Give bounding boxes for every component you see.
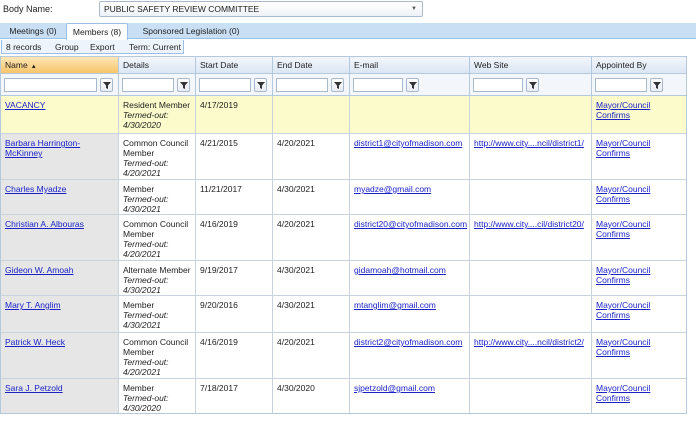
cell-end-date: 4/20/2021 xyxy=(273,134,350,179)
cell-start-date: 7/18/2017 xyxy=(196,379,273,414)
cell-website xyxy=(470,215,592,260)
cell-start-date: 4/16/2019 xyxy=(196,333,273,378)
column-header-start-date[interactable] xyxy=(196,57,273,74)
appointed-by-link[interactable]: Mayor/Council Confirms xyxy=(596,337,651,357)
filter-icon[interactable] xyxy=(331,78,344,92)
cell-appointed-by xyxy=(592,180,687,214)
details-text: Alternate Member xyxy=(123,265,191,275)
cell-details xyxy=(119,333,196,378)
details-text: Resident Member xyxy=(123,100,191,110)
column-header-label: Name xyxy=(5,60,28,70)
body-name-label: Body Name: xyxy=(3,4,53,14)
cell-email xyxy=(350,180,470,214)
tab-bar xyxy=(0,23,696,39)
cell-name xyxy=(1,134,119,179)
table-row[interactable] xyxy=(1,215,687,261)
tab-label: Sponsored Legislation (0) xyxy=(142,26,240,36)
column-header-label: Details xyxy=(123,60,149,70)
cell-email xyxy=(350,261,470,295)
tab-meetings[interactable] xyxy=(2,23,64,39)
cell-website xyxy=(470,379,592,414)
filter-input-start-date[interactable] xyxy=(199,78,251,92)
tab-sponsored-legislation[interactable] xyxy=(131,23,251,39)
grid-toolbar xyxy=(1,40,184,54)
termed-out-text: Termed-out: 4/30/2021 xyxy=(123,310,169,330)
member-name-link[interactable]: Sara J. Petzold xyxy=(5,383,63,393)
cell-email xyxy=(350,296,470,332)
termed-out-text: Termed-out: 4/20/2021 xyxy=(123,239,169,259)
cell-details xyxy=(119,296,196,332)
cell-website xyxy=(470,180,592,214)
column-header-end-date[interactable] xyxy=(273,57,350,74)
details-text: Member xyxy=(123,383,155,393)
cell-appointed-by xyxy=(592,96,687,133)
cell-end-date: 4/30/2021 xyxy=(273,261,350,295)
member-name-link[interactable]: Mary T. Anglim xyxy=(5,300,61,310)
email-link[interactable]: mtanglim@gmail.com xyxy=(354,300,436,310)
filter-icon[interactable] xyxy=(406,78,419,92)
column-header-label: Appointed By xyxy=(596,60,647,70)
cell-email xyxy=(350,215,470,260)
cell-end-date: 4/20/2021 xyxy=(273,215,350,260)
termed-out-text: Termed-out: 4/20/2021 xyxy=(123,357,169,377)
website-link[interactable]: http://www.city....ncil/district2/ xyxy=(474,337,584,347)
cell-details xyxy=(119,96,196,133)
column-header-name[interactable] xyxy=(1,57,119,74)
termed-out-text: Termed-out: 4/30/2021 xyxy=(123,194,169,214)
column-header-label: Web Site xyxy=(474,60,509,70)
appointed-by-link[interactable]: Mayor/Council Confirms xyxy=(596,138,651,158)
filter-input-end-date[interactable] xyxy=(276,78,328,92)
member-name-link[interactable]: Christian A. Albouras xyxy=(5,219,84,229)
termed-out-text: Termed-out: 4/30/2021 xyxy=(123,275,169,295)
column-header-email[interactable] xyxy=(350,57,470,74)
export-button[interactable]: Export xyxy=(90,42,115,52)
cell-end-date: 4/20/2021 xyxy=(273,333,350,378)
termed-out-text: Termed-out: 4/30/2020 xyxy=(123,393,169,413)
email-link[interactable]: district2@cityofmadison.com xyxy=(354,337,463,347)
cell-email xyxy=(350,96,470,133)
email-link[interactable]: gidamoah@hotmail.com xyxy=(354,265,446,275)
filter-input-email[interactable] xyxy=(353,78,403,92)
filter-cell-start-date xyxy=(196,74,273,96)
cell-details xyxy=(119,261,196,295)
body-name-select[interactable] xyxy=(99,1,423,17)
termed-out-text: Termed-out: 4/30/2020 xyxy=(123,110,169,130)
cell-website xyxy=(470,96,592,133)
cell-appointed-by xyxy=(592,134,687,179)
filter-cell-end-date xyxy=(273,74,350,96)
table-row[interactable] xyxy=(1,134,687,180)
details-text: Member xyxy=(123,184,155,194)
cell-details xyxy=(119,379,196,414)
appointed-by-link[interactable]: Mayor/Council Confirms xyxy=(596,300,651,320)
filter-input-details[interactable] xyxy=(122,78,174,92)
details-text: Common Council Member xyxy=(123,219,189,239)
filter-icon[interactable] xyxy=(526,78,539,92)
cell-end-date: 4/30/2020 xyxy=(273,379,350,414)
cell-email xyxy=(350,333,470,378)
filter-input-appointed-by[interactable] xyxy=(595,78,647,92)
appointed-by-link[interactable]: Mayor/Council Confirms xyxy=(596,100,651,120)
filter-cell-email xyxy=(350,74,470,96)
details-text: Common Council Member xyxy=(123,337,189,357)
cell-start-date: 9/19/2017 xyxy=(196,261,273,295)
sort-ascending-icon: ▲ xyxy=(30,64,37,70)
website-link[interactable]: http://www.city....ncil/district1/ xyxy=(474,138,584,148)
cell-appointed-by xyxy=(592,333,687,378)
appointed-by-link[interactable]: Mayor/Council Confirms xyxy=(596,184,651,204)
email-link[interactable]: district20@cityofmadison.com xyxy=(354,219,468,229)
table-row[interactable] xyxy=(1,180,687,215)
filter-icon[interactable] xyxy=(100,78,113,92)
table-row[interactable] xyxy=(1,379,687,414)
filter-icon[interactable] xyxy=(254,78,267,92)
member-name-link[interactable]: Charles Myadze xyxy=(5,184,67,194)
cell-name xyxy=(1,96,119,133)
member-name-link[interactable]: Gideon W. Amoah xyxy=(5,265,74,275)
cell-appointed-by xyxy=(592,215,687,260)
cell-website xyxy=(470,261,592,295)
email-link[interactable]: district1@cityofmadison.com xyxy=(354,138,463,148)
table-row[interactable] xyxy=(1,296,687,333)
cell-details xyxy=(119,180,196,214)
cell-end-date xyxy=(273,96,350,133)
cell-end-date: 4/30/2021 xyxy=(273,296,350,332)
filter-cell-appointed-by xyxy=(592,74,687,96)
table-row[interactable] xyxy=(1,96,687,134)
cell-start-date: 9/20/2016 xyxy=(196,296,273,332)
cell-name xyxy=(1,333,119,378)
cell-end-date: 4/30/2021 xyxy=(273,180,350,214)
table-row[interactable] xyxy=(1,333,687,379)
details-text: Member xyxy=(123,300,155,310)
table-row[interactable] xyxy=(1,261,687,296)
email-link[interactable]: sjpetzold@gmail.com xyxy=(354,383,435,393)
column-header-label: E-mail xyxy=(354,60,379,70)
cell-appointed-by xyxy=(592,296,687,332)
filter-cell-website xyxy=(470,74,592,96)
body-name-row xyxy=(0,0,696,20)
chevron-down-icon: ▼ xyxy=(411,6,417,12)
column-header-label: Start Date xyxy=(200,60,239,70)
cell-details xyxy=(119,134,196,179)
column-header-details[interactable] xyxy=(119,57,196,74)
cell-name xyxy=(1,261,119,295)
appointed-by-link[interactable]: Mayor/Council Confirms xyxy=(596,265,651,285)
filter-cell-name xyxy=(1,74,119,96)
filter-input-website[interactable] xyxy=(473,78,523,92)
details-text: Common Council Member xyxy=(123,138,189,158)
cell-details xyxy=(119,215,196,260)
tab-members[interactable] xyxy=(66,23,128,40)
filter-icon[interactable] xyxy=(650,78,663,92)
email-link[interactable]: myadze@gmail.com xyxy=(354,184,432,194)
tab-label: Meetings (0) xyxy=(9,26,57,36)
cell-start-date: 4/16/2019 xyxy=(196,215,273,260)
column-header-label: End Date xyxy=(277,60,313,70)
cell-website xyxy=(470,134,592,179)
filter-input-name[interactable] xyxy=(4,78,97,92)
cell-website xyxy=(470,333,592,378)
group-button[interactable]: Group xyxy=(55,42,79,52)
member-name-link[interactable]: Barbara Harrington-McKinney xyxy=(5,138,81,158)
column-header-website[interactable] xyxy=(470,57,592,74)
cell-name xyxy=(1,379,119,414)
cell-email xyxy=(350,134,470,179)
cell-start-date: 4/21/2015 xyxy=(196,134,273,179)
cell-website xyxy=(470,296,592,332)
appointed-by-link[interactable]: Mayor/Council Confirms xyxy=(596,219,651,239)
filter-row xyxy=(1,74,687,96)
cell-appointed-by xyxy=(592,261,687,295)
column-header-appointed-by[interactable] xyxy=(592,57,687,74)
cell-email xyxy=(350,379,470,414)
member-name-link[interactable]: VACANCY xyxy=(5,100,46,110)
body-name-selected: PUBLIC SAFETY REVIEW COMMITTEE xyxy=(104,4,260,14)
filter-icon[interactable] xyxy=(177,78,190,92)
term-filter-button[interactable]: Term: Current xyxy=(129,42,181,52)
cell-name xyxy=(1,296,119,332)
member-name-link[interactable]: Patrick W. Heck xyxy=(5,337,65,347)
cell-name xyxy=(1,215,119,260)
cell-start-date: 4/17/2019 xyxy=(196,96,273,133)
cell-appointed-by xyxy=(592,379,687,414)
appointed-by-link[interactable]: Mayor/Council Confirms xyxy=(596,383,651,403)
tab-label: Members (8) xyxy=(72,27,122,37)
members-grid xyxy=(0,56,687,414)
cell-start-date: 11/21/2017 xyxy=(196,180,273,214)
filter-cell-details xyxy=(119,74,196,96)
records-count: 8 records xyxy=(6,42,42,52)
website-link[interactable]: http://www.city....cil/district20/ xyxy=(474,219,584,229)
termed-out-text: Termed-out: 4/20/2021 xyxy=(123,158,169,178)
cell-name xyxy=(1,180,119,214)
